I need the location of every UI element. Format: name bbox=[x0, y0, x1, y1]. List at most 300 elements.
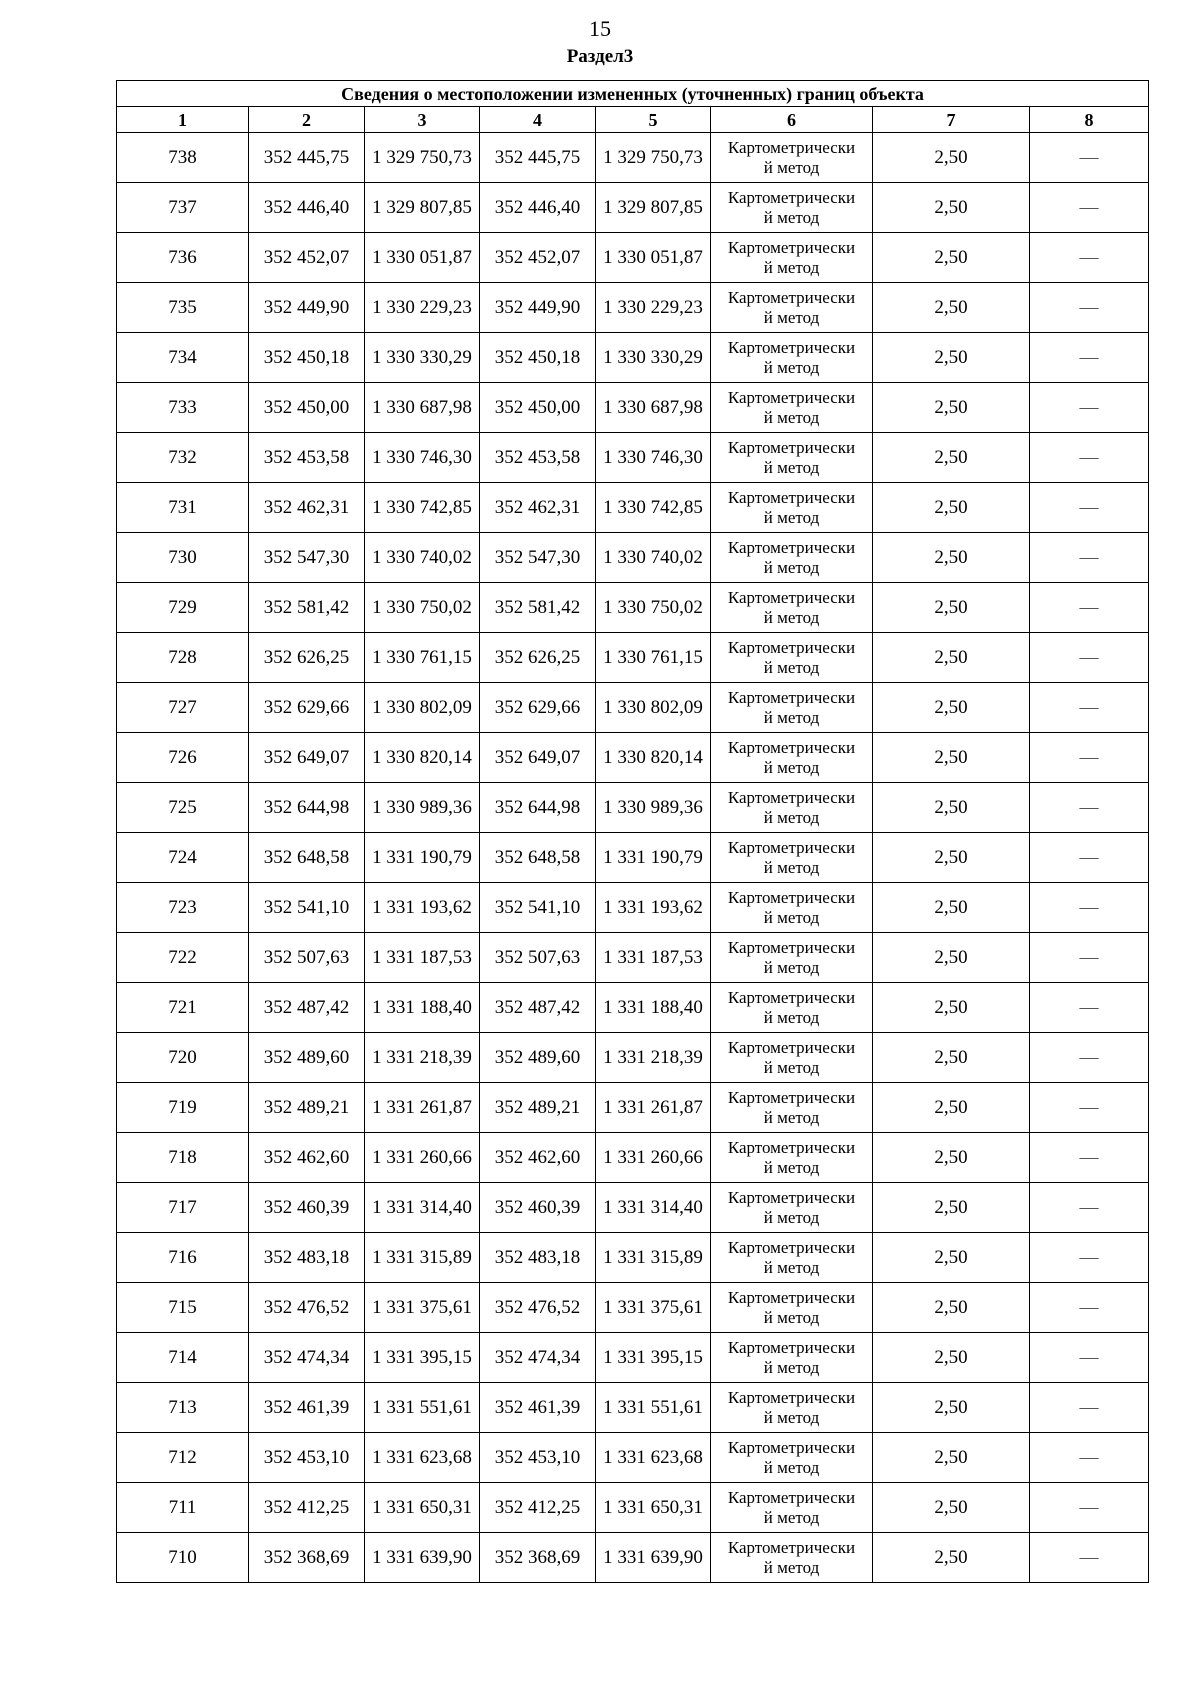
note-cell: — bbox=[1030, 833, 1149, 883]
table-row bbox=[117, 1133, 1149, 1183]
refined-x-cell: 352 462,60 bbox=[480, 1133, 596, 1183]
column-number: 6 bbox=[711, 107, 873, 133]
point-number-cell: 736 bbox=[117, 233, 249, 283]
note-cell: — bbox=[1030, 933, 1149, 983]
note-cell: — bbox=[1030, 1333, 1149, 1383]
refined-x-cell: 352 453,58 bbox=[480, 433, 596, 483]
method-cell bbox=[711, 183, 873, 233]
existing-x-cell: 352 507,63 bbox=[249, 933, 365, 983]
existing-x-cell: 352 450,00 bbox=[249, 383, 365, 433]
existing-y-cell: 1 331 639,90 bbox=[365, 1533, 480, 1583]
method-text: й метод bbox=[763, 757, 820, 777]
accuracy-cell: 2,50 bbox=[873, 1083, 1030, 1133]
method-text: Картометрически bbox=[727, 1387, 856, 1407]
accuracy-cell: 2,50 bbox=[873, 1383, 1030, 1433]
point-number-cell: 738 bbox=[117, 133, 249, 183]
point-number-cell: 732 bbox=[117, 433, 249, 483]
accuracy-cell: 2,50 bbox=[873, 233, 1030, 283]
existing-x-cell: 352 453,10 bbox=[249, 1433, 365, 1483]
refined-x-cell: 352 489,21 bbox=[480, 1083, 596, 1133]
table-row bbox=[117, 283, 1149, 333]
refined-x-cell: 352 368,69 bbox=[480, 1533, 596, 1583]
method-text: Картометрически bbox=[727, 937, 856, 957]
existing-y-cell: 1 330 687,98 bbox=[365, 383, 480, 433]
existing-x-cell: 352 368,69 bbox=[249, 1533, 365, 1583]
method-text: й метод bbox=[763, 357, 820, 377]
method-text: й метод bbox=[763, 1407, 820, 1427]
table-row bbox=[117, 383, 1149, 433]
existing-y-cell: 1 331 188,40 bbox=[365, 983, 480, 1033]
point-number-cell: 734 bbox=[117, 333, 249, 383]
refined-y-cell: 1 331 315,89 bbox=[596, 1233, 711, 1283]
method-cell bbox=[711, 333, 873, 383]
existing-y-cell: 1 330 051,87 bbox=[365, 233, 480, 283]
refined-y-cell: 1 330 051,87 bbox=[596, 233, 711, 283]
method-cell bbox=[711, 733, 873, 783]
method-cell bbox=[711, 1283, 873, 1333]
existing-x-cell: 352 453,58 bbox=[249, 433, 365, 483]
point-number-cell: 723 bbox=[117, 883, 249, 933]
method-text: й метод bbox=[763, 957, 820, 977]
column-number: 8 bbox=[1030, 107, 1149, 133]
table-row bbox=[117, 633, 1149, 683]
method-text: й метод bbox=[763, 1007, 820, 1027]
existing-x-cell: 352 629,66 bbox=[249, 683, 365, 733]
note-cell: — bbox=[1030, 183, 1149, 233]
point-number-cell: 721 bbox=[117, 983, 249, 1033]
refined-x-cell: 352 541,10 bbox=[480, 883, 596, 933]
method-cell bbox=[711, 833, 873, 883]
table-row bbox=[117, 883, 1149, 933]
accuracy-cell: 2,50 bbox=[873, 733, 1030, 783]
note-cell: — bbox=[1030, 1033, 1149, 1083]
note-cell: — bbox=[1030, 633, 1149, 683]
note-cell: — bbox=[1030, 683, 1149, 733]
method-text: й метод bbox=[763, 1107, 820, 1127]
method-text: й метод bbox=[763, 207, 820, 227]
refined-y-cell: 1 330 750,02 bbox=[596, 583, 711, 633]
accuracy-cell: 2,50 bbox=[873, 483, 1030, 533]
method-text: й метод bbox=[763, 607, 820, 627]
refined-y-cell: 1 330 229,23 bbox=[596, 283, 711, 333]
refined-y-cell: 1 331 639,90 bbox=[596, 1533, 711, 1583]
refined-x-cell: 352 489,60 bbox=[480, 1033, 596, 1083]
method-text: Картометрически bbox=[727, 637, 856, 657]
table-row bbox=[117, 1383, 1149, 1433]
boundary-coordinates-table bbox=[116, 80, 1149, 1583]
method-cell bbox=[711, 783, 873, 833]
accuracy-cell: 2,50 bbox=[873, 1133, 1030, 1183]
method-text: й метод bbox=[763, 1307, 820, 1327]
refined-x-cell: 352 487,42 bbox=[480, 983, 596, 1033]
method-text: й метод bbox=[763, 707, 820, 727]
refined-y-cell: 1 330 740,02 bbox=[596, 533, 711, 583]
existing-y-cell: 1 331 551,61 bbox=[365, 1383, 480, 1433]
existing-x-cell: 352 649,07 bbox=[249, 733, 365, 783]
point-number-cell: 710 bbox=[117, 1533, 249, 1583]
existing-x-cell: 352 476,52 bbox=[249, 1283, 365, 1333]
refined-x-cell: 352 461,39 bbox=[480, 1383, 596, 1433]
method-cell bbox=[711, 1133, 873, 1183]
method-text: Картометрически bbox=[727, 587, 856, 607]
accuracy-cell: 2,50 bbox=[873, 1033, 1030, 1083]
refined-x-cell: 352 648,58 bbox=[480, 833, 596, 883]
table-row bbox=[117, 1033, 1149, 1083]
existing-y-cell: 1 329 807,85 bbox=[365, 183, 480, 233]
table-row bbox=[117, 1483, 1149, 1533]
refined-x-cell: 352 460,39 bbox=[480, 1183, 596, 1233]
accuracy-cell: 2,50 bbox=[873, 1533, 1030, 1583]
column-number: 7 bbox=[873, 107, 1030, 133]
method-cell bbox=[711, 1083, 873, 1133]
accuracy-cell: 2,50 bbox=[873, 1233, 1030, 1283]
point-number-cell: 730 bbox=[117, 533, 249, 583]
method-cell bbox=[711, 1483, 873, 1533]
existing-x-cell: 352 581,42 bbox=[249, 583, 365, 633]
existing-y-cell: 1 330 740,02 bbox=[365, 533, 480, 583]
note-cell: — bbox=[1030, 783, 1149, 833]
existing-y-cell: 1 329 750,73 bbox=[365, 133, 480, 183]
column-number: 3 bbox=[365, 107, 480, 133]
point-number-cell: 729 bbox=[117, 583, 249, 633]
note-cell: — bbox=[1030, 1183, 1149, 1233]
method-cell bbox=[711, 1033, 873, 1083]
point-number-cell: 728 bbox=[117, 633, 249, 683]
refined-y-cell: 1 329 807,85 bbox=[596, 183, 711, 233]
table-row bbox=[117, 483, 1149, 533]
table-caption: Сведения о местоположении измененных (уточненных) границ объекта bbox=[117, 81, 1149, 107]
refined-y-cell: 1 331 187,53 bbox=[596, 933, 711, 983]
method-cell bbox=[711, 1433, 873, 1483]
method-text: Картометрически bbox=[727, 237, 856, 257]
refined-y-cell: 1 330 330,29 bbox=[596, 333, 711, 383]
method-text: Картометрически bbox=[727, 137, 856, 157]
method-cell bbox=[711, 1533, 873, 1583]
accuracy-cell: 2,50 bbox=[873, 783, 1030, 833]
point-number-cell: 712 bbox=[117, 1433, 249, 1483]
table-caption-row bbox=[117, 81, 1149, 107]
existing-x-cell: 352 462,60 bbox=[249, 1133, 365, 1183]
existing-x-cell: 352 460,39 bbox=[249, 1183, 365, 1233]
existing-y-cell: 1 330 330,29 bbox=[365, 333, 480, 383]
column-number: 4 bbox=[480, 107, 596, 133]
method-text: й метод bbox=[763, 1057, 820, 1077]
method-text: й метод bbox=[763, 407, 820, 427]
method-text: Картометрически bbox=[727, 287, 856, 307]
point-number-cell: 731 bbox=[117, 483, 249, 533]
refined-y-cell: 1 330 761,15 bbox=[596, 633, 711, 683]
table-row bbox=[117, 833, 1149, 883]
method-text: й метод bbox=[763, 807, 820, 827]
table-row bbox=[117, 1433, 1149, 1483]
table-row bbox=[117, 433, 1149, 483]
method-text: Картометрически bbox=[727, 1037, 856, 1057]
refined-x-cell: 352 462,31 bbox=[480, 483, 596, 533]
existing-y-cell: 1 331 260,66 bbox=[365, 1133, 480, 1183]
method-text: й метод bbox=[763, 507, 820, 527]
refined-y-cell: 1 331 375,61 bbox=[596, 1283, 711, 1333]
table-row bbox=[117, 1183, 1149, 1233]
section-title: Раздел3 bbox=[566, 46, 634, 67]
refined-x-cell: 352 450,18 bbox=[480, 333, 596, 383]
method-cell bbox=[711, 883, 873, 933]
method-text: Картометрически bbox=[727, 487, 856, 507]
existing-y-cell: 1 331 650,31 bbox=[365, 1483, 480, 1533]
method-text: й метод bbox=[763, 1507, 820, 1527]
refined-x-cell: 352 649,07 bbox=[480, 733, 596, 783]
refined-x-cell: 352 626,25 bbox=[480, 633, 596, 683]
method-cell bbox=[711, 433, 873, 483]
note-cell: — bbox=[1030, 1383, 1149, 1433]
point-number-cell: 726 bbox=[117, 733, 249, 783]
accuracy-cell: 2,50 bbox=[873, 1433, 1030, 1483]
accuracy-cell: 2,50 bbox=[873, 883, 1030, 933]
method-text: й метод bbox=[763, 457, 820, 477]
existing-x-cell: 352 626,25 bbox=[249, 633, 365, 683]
method-text: Картометрически bbox=[727, 437, 856, 457]
note-cell: — bbox=[1030, 1133, 1149, 1183]
method-text: Картометрически bbox=[727, 1187, 856, 1207]
refined-y-cell: 1 329 750,73 bbox=[596, 133, 711, 183]
existing-y-cell: 1 331 218,39 bbox=[365, 1033, 480, 1083]
point-number-cell: 715 bbox=[117, 1283, 249, 1333]
existing-x-cell: 352 412,25 bbox=[249, 1483, 365, 1533]
method-text: й метод bbox=[763, 1557, 820, 1577]
table-row bbox=[117, 933, 1149, 983]
method-text: Картометрически bbox=[727, 987, 856, 1007]
existing-x-cell: 352 489,60 bbox=[249, 1033, 365, 1083]
refined-x-cell: 352 412,25 bbox=[480, 1483, 596, 1533]
method-text: й метод bbox=[763, 157, 820, 177]
note-cell: — bbox=[1030, 733, 1149, 783]
refined-x-cell: 352 452,07 bbox=[480, 233, 596, 283]
table-row bbox=[117, 1233, 1149, 1283]
note-cell: — bbox=[1030, 1083, 1149, 1133]
refined-x-cell: 352 453,10 bbox=[480, 1433, 596, 1483]
accuracy-cell: 2,50 bbox=[873, 833, 1030, 883]
existing-y-cell: 1 330 820,14 bbox=[365, 733, 480, 783]
note-cell: — bbox=[1030, 1233, 1149, 1283]
method-text: Картометрически bbox=[727, 1487, 856, 1507]
accuracy-cell: 2,50 bbox=[873, 633, 1030, 683]
existing-x-cell: 352 483,18 bbox=[249, 1233, 365, 1283]
existing-y-cell: 1 331 193,62 bbox=[365, 883, 480, 933]
method-text: й метод bbox=[763, 1207, 820, 1227]
page-number: 15 bbox=[589, 16, 611, 41]
method-cell bbox=[711, 483, 873, 533]
accuracy-cell: 2,50 bbox=[873, 433, 1030, 483]
accuracy-cell: 2,50 bbox=[873, 1483, 1030, 1533]
method-text: й метод bbox=[763, 307, 820, 327]
refined-x-cell: 352 547,30 bbox=[480, 533, 596, 583]
note-cell: — bbox=[1030, 1483, 1149, 1533]
method-text: Картометрически bbox=[727, 1237, 856, 1257]
existing-x-cell: 352 450,18 bbox=[249, 333, 365, 383]
method-text: Картометрически bbox=[727, 1287, 856, 1307]
refined-x-cell: 352 476,52 bbox=[480, 1283, 596, 1333]
existing-y-cell: 1 331 187,53 bbox=[365, 933, 480, 983]
method-text: Картометрически bbox=[727, 1337, 856, 1357]
refined-x-cell: 352 445,75 bbox=[480, 133, 596, 183]
method-cell bbox=[711, 683, 873, 733]
accuracy-cell: 2,50 bbox=[873, 533, 1030, 583]
column-number: 2 bbox=[249, 107, 365, 133]
existing-x-cell: 352 648,58 bbox=[249, 833, 365, 883]
note-cell: — bbox=[1030, 1533, 1149, 1583]
refined-y-cell: 1 330 687,98 bbox=[596, 383, 711, 433]
accuracy-cell: 2,50 bbox=[873, 283, 1030, 333]
method-text: й метод bbox=[763, 907, 820, 927]
point-number-cell: 727 bbox=[117, 683, 249, 733]
point-number-cell: 714 bbox=[117, 1333, 249, 1383]
table-row bbox=[117, 1083, 1149, 1133]
note-cell: — bbox=[1030, 283, 1149, 333]
point-number-cell: 724 bbox=[117, 833, 249, 883]
refined-x-cell: 352 629,66 bbox=[480, 683, 596, 733]
existing-x-cell: 352 449,90 bbox=[249, 283, 365, 333]
accuracy-cell: 2,50 bbox=[873, 583, 1030, 633]
existing-y-cell: 1 330 229,23 bbox=[365, 283, 480, 333]
method-text: Картометрически bbox=[727, 1137, 856, 1157]
existing-y-cell: 1 331 395,15 bbox=[365, 1333, 480, 1383]
point-number-cell: 719 bbox=[117, 1083, 249, 1133]
existing-x-cell: 352 489,21 bbox=[249, 1083, 365, 1133]
existing-y-cell: 1 331 190,79 bbox=[365, 833, 480, 883]
accuracy-cell: 2,50 bbox=[873, 1283, 1030, 1333]
refined-y-cell: 1 331 260,66 bbox=[596, 1133, 711, 1183]
method-text: Картометрически bbox=[727, 1537, 856, 1557]
existing-x-cell: 352 474,34 bbox=[249, 1333, 365, 1383]
refined-x-cell: 352 581,42 bbox=[480, 583, 596, 633]
method-cell bbox=[711, 583, 873, 633]
refined-x-cell: 352 450,00 bbox=[480, 383, 596, 433]
point-number-cell: 717 bbox=[117, 1183, 249, 1233]
method-cell bbox=[711, 983, 873, 1033]
method-cell bbox=[711, 233, 873, 283]
accuracy-cell: 2,50 bbox=[873, 133, 1030, 183]
method-text: Картометрически bbox=[727, 387, 856, 407]
table-row bbox=[117, 233, 1149, 283]
method-cell bbox=[711, 1233, 873, 1283]
refined-y-cell: 1 331 218,39 bbox=[596, 1033, 711, 1083]
existing-x-cell: 352 541,10 bbox=[249, 883, 365, 933]
note-cell: — bbox=[1030, 533, 1149, 583]
point-number-cell: 720 bbox=[117, 1033, 249, 1083]
method-cell bbox=[711, 1333, 873, 1383]
note-cell: — bbox=[1030, 583, 1149, 633]
note-cell: — bbox=[1030, 383, 1149, 433]
refined-x-cell: 352 644,98 bbox=[480, 783, 596, 833]
refined-y-cell: 1 331 314,40 bbox=[596, 1183, 711, 1233]
note-cell: — bbox=[1030, 433, 1149, 483]
table-row bbox=[117, 333, 1149, 383]
refined-y-cell: 1 331 188,40 bbox=[596, 983, 711, 1033]
refined-x-cell: 352 483,18 bbox=[480, 1233, 596, 1283]
refined-y-cell: 1 331 193,62 bbox=[596, 883, 711, 933]
existing-y-cell: 1 331 623,68 bbox=[365, 1433, 480, 1483]
refined-y-cell: 1 331 190,79 bbox=[596, 833, 711, 883]
existing-x-cell: 352 462,31 bbox=[249, 483, 365, 533]
refined-x-cell: 352 474,34 bbox=[480, 1333, 596, 1383]
refined-y-cell: 1 331 261,87 bbox=[596, 1083, 711, 1133]
method-cell bbox=[711, 533, 873, 583]
method-text: Картометрически bbox=[727, 537, 856, 557]
method-cell bbox=[711, 633, 873, 683]
method-text: й метод bbox=[763, 1157, 820, 1177]
method-text: й метод bbox=[763, 857, 820, 877]
point-number-cell: 718 bbox=[117, 1133, 249, 1183]
note-cell: — bbox=[1030, 1433, 1149, 1483]
refined-y-cell: 1 330 802,09 bbox=[596, 683, 711, 733]
note-cell: — bbox=[1030, 483, 1149, 533]
note-cell: — bbox=[1030, 233, 1149, 283]
note-cell: — bbox=[1030, 1283, 1149, 1333]
method-cell bbox=[711, 1183, 873, 1233]
point-number-cell: 711 bbox=[117, 1483, 249, 1533]
existing-y-cell: 1 330 802,09 bbox=[365, 683, 480, 733]
method-cell bbox=[711, 283, 873, 333]
note-cell: — bbox=[1030, 333, 1149, 383]
existing-y-cell: 1 330 742,85 bbox=[365, 483, 480, 533]
method-text: й метод bbox=[763, 557, 820, 577]
method-text: Картометрически bbox=[727, 1437, 856, 1457]
method-cell bbox=[711, 133, 873, 183]
note-cell: — bbox=[1030, 883, 1149, 933]
existing-x-cell: 352 547,30 bbox=[249, 533, 365, 583]
point-number-cell: 722 bbox=[117, 933, 249, 983]
point-number-cell: 716 bbox=[117, 1233, 249, 1283]
method-text: й метод bbox=[763, 1257, 820, 1277]
existing-y-cell: 1 331 375,61 bbox=[365, 1283, 480, 1333]
method-cell bbox=[711, 1383, 873, 1433]
accuracy-cell: 2,50 bbox=[873, 1333, 1030, 1383]
method-text: Картометрически bbox=[727, 887, 856, 907]
method-text: й метод bbox=[763, 257, 820, 277]
refined-y-cell: 1 331 551,61 bbox=[596, 1383, 711, 1433]
refined-y-cell: 1 331 395,15 bbox=[596, 1333, 711, 1383]
existing-y-cell: 1 331 315,89 bbox=[365, 1233, 480, 1283]
point-number-cell: 725 bbox=[117, 783, 249, 833]
column-number: 1 bbox=[117, 107, 249, 133]
accuracy-cell: 2,50 bbox=[873, 333, 1030, 383]
existing-x-cell: 352 446,40 bbox=[249, 183, 365, 233]
accuracy-cell: 2,50 bbox=[873, 1183, 1030, 1233]
existing-x-cell: 352 452,07 bbox=[249, 233, 365, 283]
table-row bbox=[117, 983, 1149, 1033]
existing-y-cell: 1 330 761,15 bbox=[365, 633, 480, 683]
point-number-cell: 737 bbox=[117, 183, 249, 233]
existing-y-cell: 1 330 989,36 bbox=[365, 783, 480, 833]
table-row bbox=[117, 183, 1149, 233]
table-row bbox=[117, 733, 1149, 783]
method-text: й метод bbox=[763, 657, 820, 677]
existing-y-cell: 1 331 314,40 bbox=[365, 1183, 480, 1233]
method-text: Картометрически bbox=[727, 687, 856, 707]
accuracy-cell: 2,50 bbox=[873, 983, 1030, 1033]
method-text: Картометрически bbox=[727, 337, 856, 357]
existing-x-cell: 352 487,42 bbox=[249, 983, 365, 1033]
method-text: й метод bbox=[763, 1457, 820, 1477]
method-text: Картометрически bbox=[727, 187, 856, 207]
point-number-cell: 733 bbox=[117, 383, 249, 433]
method-text: Картометрически bbox=[727, 737, 856, 757]
existing-x-cell: 352 445,75 bbox=[249, 133, 365, 183]
table-row bbox=[117, 583, 1149, 633]
column-number: 5 bbox=[596, 107, 711, 133]
existing-y-cell: 1 330 746,30 bbox=[365, 433, 480, 483]
refined-x-cell: 352 507,63 bbox=[480, 933, 596, 983]
method-text: й метод bbox=[763, 1357, 820, 1377]
